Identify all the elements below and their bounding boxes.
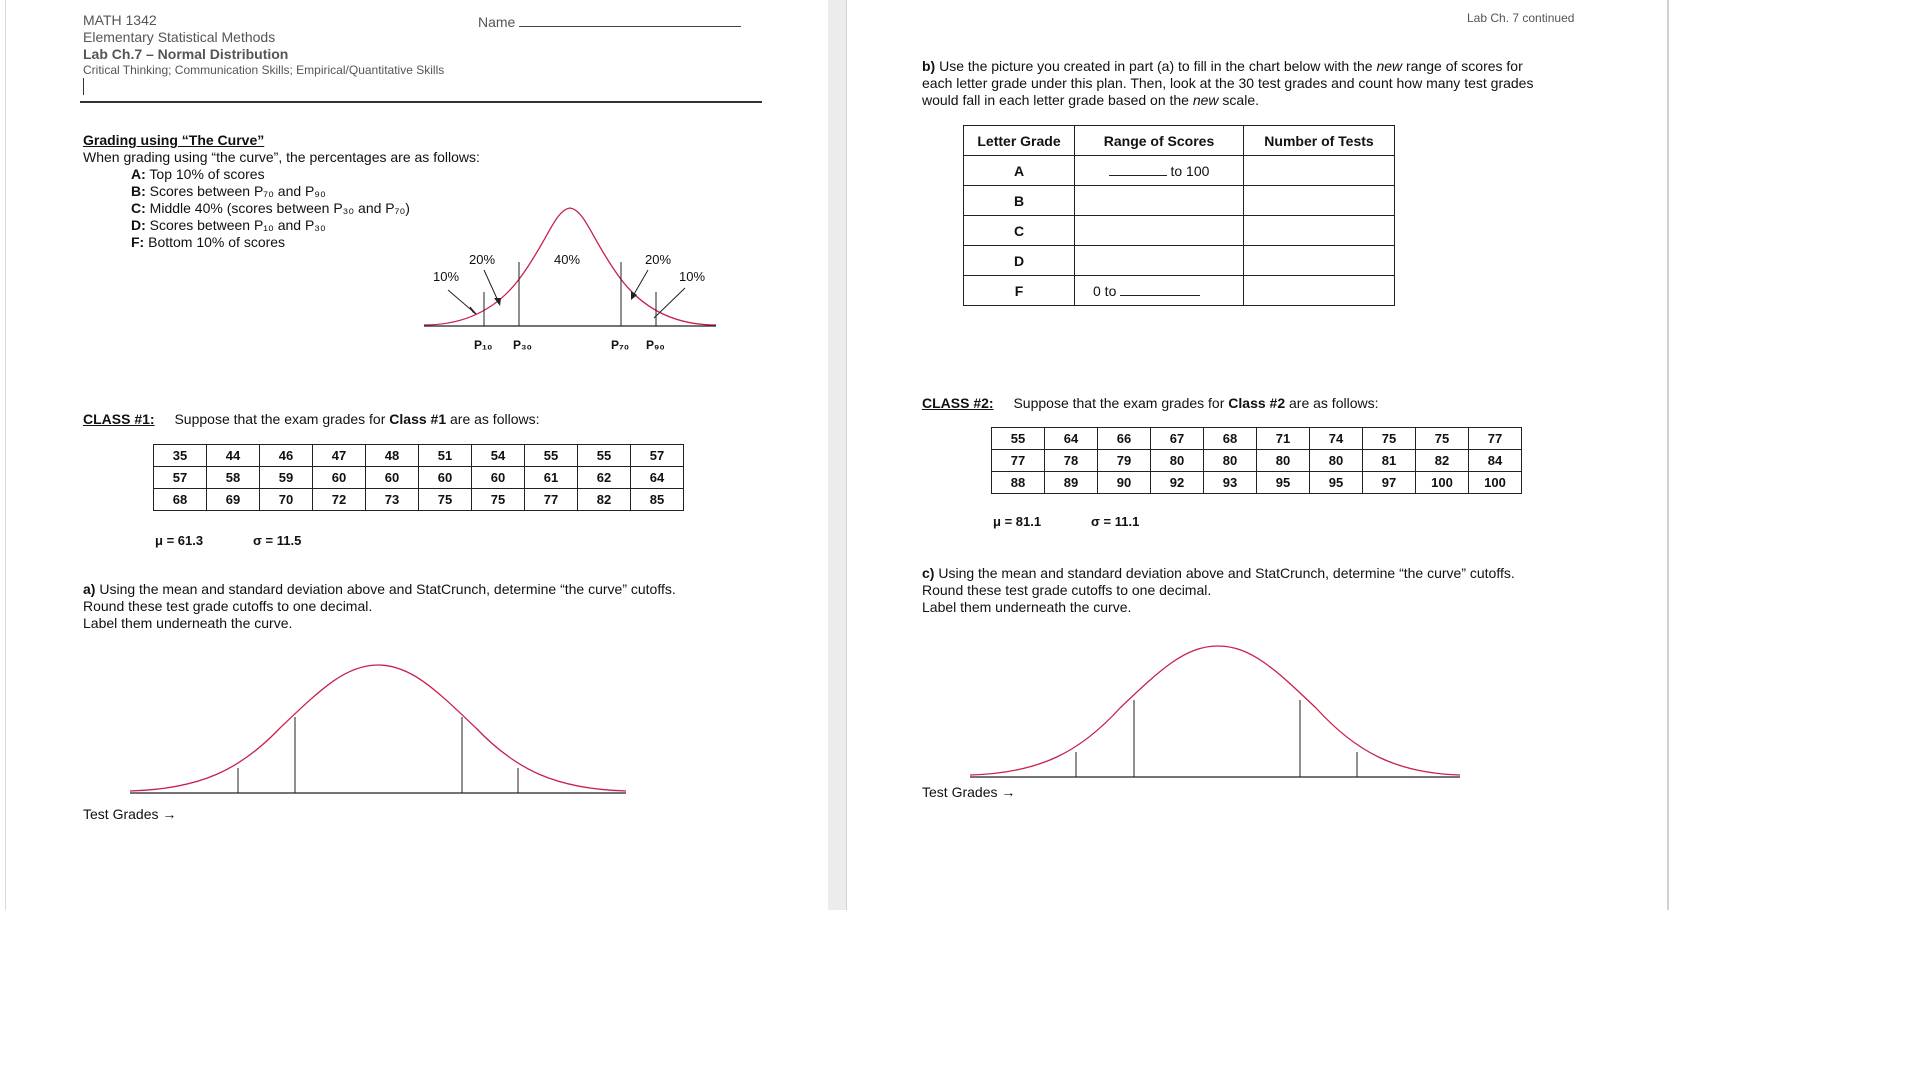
grade-cell: 55 xyxy=(578,445,631,467)
class2-desc-bold: Class #2 xyxy=(1228,395,1286,411)
grade-cell: 77 xyxy=(525,489,578,511)
class1-sd: σ = 11.5 xyxy=(253,533,302,548)
class1-desc-prefix: Suppose that the exam grades for xyxy=(174,411,390,427)
part-c-line2: Round these test grade cutoffs to one decimal. xyxy=(922,582,1212,598)
grade-cell: 78 xyxy=(1045,450,1098,472)
grades-row xyxy=(154,467,684,489)
grade-cell: 58 xyxy=(207,467,260,489)
grade-cell: 62 xyxy=(578,467,631,489)
grade-cell: 95 xyxy=(1310,472,1363,494)
grade-cell: 75 xyxy=(419,489,472,511)
grades-row xyxy=(992,450,1522,472)
name-field[interactable] xyxy=(478,12,741,31)
letter-table-header xyxy=(964,126,1395,156)
grades-row xyxy=(154,489,684,511)
part-b-label: b) xyxy=(922,58,936,74)
grade-cell: 84 xyxy=(1469,450,1522,472)
grade-cell: 95 xyxy=(1257,472,1310,494)
grading-item-d xyxy=(131,217,326,234)
range-f-blank[interactable] xyxy=(1120,283,1200,296)
grade-cell: 66 xyxy=(1098,428,1151,450)
letter-cell: B xyxy=(964,186,1075,216)
header-continued: Lab Ch. 7 continued xyxy=(1467,11,1575,25)
range-a-blank[interactable] xyxy=(1109,163,1167,176)
label-p30: P₃₀ xyxy=(513,338,532,352)
range-a-cell[interactable] xyxy=(1075,156,1244,186)
grade-cell: 93 xyxy=(1204,472,1257,494)
part-a-label: a) xyxy=(83,581,96,597)
part-c-label: c) xyxy=(922,565,935,581)
class2-desc-suffix: are as follows: xyxy=(1285,395,1379,411)
grade-cell: 46 xyxy=(260,445,313,467)
part-b-em3: new xyxy=(1192,92,1219,108)
class1-test-grades-label: Test Grades → xyxy=(83,806,177,822)
arrowhead-20-right xyxy=(631,291,637,300)
lab-title: Lab Ch.7 – Normal Distribution xyxy=(83,46,289,62)
grade-cell: 54 xyxy=(472,445,525,467)
grade-cell: 80 xyxy=(1257,450,1310,472)
grade-cell: 75 xyxy=(472,489,525,511)
grade-cell: 35 xyxy=(154,445,207,467)
grade-cell: 89 xyxy=(1045,472,1098,494)
pct-20-left: 20% xyxy=(469,252,496,267)
skills-line: Critical Thinking; Communication Skills; Empirical/Quantitative Skills xyxy=(83,63,445,77)
header-letter-grade: Letter Grade xyxy=(964,126,1075,156)
page-right-border xyxy=(1667,0,1669,910)
grade-cell: 88 xyxy=(992,472,1045,494)
grade-cell: 55 xyxy=(992,428,1045,450)
label-p70: P₇₀ xyxy=(611,338,630,352)
grade-cell: 77 xyxy=(1469,428,1522,450)
text-cursor xyxy=(83,78,84,95)
header-number: Number of Tests xyxy=(1244,126,1395,156)
letter-row-d xyxy=(964,246,1395,276)
grade-cell: 79 xyxy=(1098,450,1151,472)
part-a-line1 xyxy=(83,581,676,598)
grades-row xyxy=(154,445,684,467)
part-a-line3: Label them underneath the curve. xyxy=(83,615,293,631)
label-p10: P₁₀ xyxy=(474,338,493,352)
grade-cell: 48 xyxy=(366,445,419,467)
letter-grade-table xyxy=(963,125,1395,306)
course-title: Elementary Statistical Methods xyxy=(83,29,276,45)
count-d-cell[interactable] xyxy=(1244,246,1395,276)
part-b-line2: each letter grade under this plan. Then, look at the 30 test grades and count how many test grades xyxy=(922,75,1534,91)
arrowhead-10-left xyxy=(470,307,476,314)
page-right-edge xyxy=(846,0,847,910)
grade-cell: 73 xyxy=(366,489,419,511)
header-range: Range of Scores xyxy=(1075,126,1244,156)
grade-cell: 80 xyxy=(1151,450,1204,472)
letter-cell: D xyxy=(964,246,1075,276)
grade-desc: Bottom 10% of scores xyxy=(148,234,286,250)
grade-cell: 81 xyxy=(1363,450,1416,472)
grade-cell: 75 xyxy=(1363,428,1416,450)
grade-cell: 60 xyxy=(419,467,472,489)
range-b-cell[interactable] xyxy=(1075,186,1244,216)
name-label: Name xyxy=(478,14,516,30)
grade-desc: Scores between P₁₀ and P₃₀ xyxy=(149,217,326,233)
page-left-edge xyxy=(5,0,6,910)
class1-mean: μ = 61.3 xyxy=(155,533,204,548)
grade-desc: Scores between P₇₀ and P₉₀ xyxy=(149,183,326,199)
class2-desc-prefix: Suppose that the exam grades for xyxy=(1013,395,1229,411)
part-a-line2: Round these test grade cutoffs to one decimal. xyxy=(83,598,373,614)
range-c-cell[interactable] xyxy=(1075,216,1244,246)
arrow-10-right xyxy=(654,288,685,318)
part-c-line3: Label them underneath the curve. xyxy=(922,599,1132,615)
grading-item-f xyxy=(131,234,285,251)
grading-item-a xyxy=(131,166,265,183)
pct-40: 40% xyxy=(554,252,581,267)
grade-desc: Middle 40% (scores between P₃₀ and P₇₀) xyxy=(149,200,410,216)
grade-cell: 75 xyxy=(1416,428,1469,450)
grading-item-c xyxy=(131,200,410,217)
grade-cell: 57 xyxy=(631,445,684,467)
part-b-text1a: Use the picture you created in part (a) to fill in the chart below with the xyxy=(935,58,1377,74)
grading-intro: When grading using “the curve”, the percentages are as follows: xyxy=(83,149,480,165)
grade-cell: 44 xyxy=(207,445,260,467)
grade-cell: 100 xyxy=(1469,472,1522,494)
letter-row-f xyxy=(964,276,1395,306)
grade-cell: 55 xyxy=(525,445,578,467)
grade-cell: 51 xyxy=(419,445,472,467)
grade-letter: D: xyxy=(131,217,146,233)
part-b-text1b: range of scores for xyxy=(1402,58,1523,74)
part-b-text3b: scale. xyxy=(1218,92,1260,108)
grade-cell: 68 xyxy=(154,489,207,511)
label-p90: P₉₀ xyxy=(646,338,665,352)
letter-cell: F xyxy=(964,276,1075,306)
class1-bell-curve xyxy=(130,665,626,791)
count-f-cell[interactable] xyxy=(1244,276,1395,306)
class2-bell-curve xyxy=(970,646,1460,775)
class2-grades-table xyxy=(991,427,1522,494)
grade-cell: 60 xyxy=(313,467,366,489)
grade-cell: 60 xyxy=(472,467,525,489)
part-c-line1 xyxy=(922,565,1515,582)
grade-letter: C: xyxy=(131,200,146,216)
class2-heading xyxy=(922,395,1378,412)
class2-mean: μ = 81.1 xyxy=(993,514,1042,529)
grade-cell: 90 xyxy=(1098,472,1151,494)
arrow-20-right xyxy=(633,270,648,296)
grades-row xyxy=(992,472,1522,494)
class1-label: CLASS #1: xyxy=(83,411,155,427)
pct-10-right: 10% xyxy=(679,269,706,284)
grade-cell: 64 xyxy=(631,467,684,489)
part-b-line3 xyxy=(922,92,1259,109)
letter-cell: C xyxy=(964,216,1075,246)
letter-row-b xyxy=(964,186,1395,216)
name-line xyxy=(519,12,741,27)
class2-curve xyxy=(0,0,1,1)
grade-cell: 67 xyxy=(1151,428,1204,450)
grade-desc: Top 10% of scores xyxy=(149,166,265,182)
range-a-suffix: to 100 xyxy=(1166,162,1210,179)
letter-row-a xyxy=(964,156,1395,186)
grade-letter: B: xyxy=(131,183,146,199)
grade-cell: 80 xyxy=(1310,450,1363,472)
grades-row xyxy=(992,428,1522,450)
pct-10-left: 10% xyxy=(433,269,460,284)
grade-cell: 85 xyxy=(631,489,684,511)
grading-item-b xyxy=(131,183,326,200)
grade-cell: 72 xyxy=(313,489,366,511)
grade-cell: 57 xyxy=(154,467,207,489)
part-c-text1: Using the mean and standard deviation above and StatCrunch, determine “the curve” cutoffs. xyxy=(934,565,1515,581)
range-d-cell[interactable] xyxy=(1075,246,1244,276)
class2-test-grades-label: Test Grades → xyxy=(922,784,1016,800)
grade-cell: 59 xyxy=(260,467,313,489)
count-b-cell[interactable] xyxy=(1244,186,1395,216)
class2-sd: σ = 11.1 xyxy=(1091,514,1140,529)
grade-cell: 68 xyxy=(1204,428,1257,450)
grade-cell: 69 xyxy=(207,489,260,511)
part-b-line1 xyxy=(922,58,1523,75)
course-code: MATH 1342 xyxy=(83,12,157,28)
grade-cell: 61 xyxy=(525,467,578,489)
count-a-cell[interactable] xyxy=(1244,156,1395,186)
count-c-cell[interactable] xyxy=(1244,216,1395,246)
grade-cell: 82 xyxy=(578,489,631,511)
part-b-text3a: would fall in each letter grade based on the xyxy=(922,92,1193,108)
part-b-em1: new xyxy=(1376,58,1403,74)
grade-cell: 100 xyxy=(1416,472,1469,494)
letter-row-c xyxy=(964,216,1395,246)
grade-letter: F: xyxy=(131,234,145,250)
arrowhead-20-left xyxy=(494,298,501,306)
range-f-prefix: 0 to xyxy=(1093,282,1121,299)
grade-cell: 74 xyxy=(1310,428,1363,450)
class1-desc-suffix: are as follows: xyxy=(446,411,540,427)
header-rule xyxy=(80,101,762,103)
grade-cell: 77 xyxy=(992,450,1045,472)
class1-desc-bold: Class #1 xyxy=(389,411,447,427)
pct-20-right: 20% xyxy=(645,252,672,267)
grade-cell: 80 xyxy=(1204,450,1257,472)
grade-letter: A: xyxy=(131,166,146,182)
grade-cell: 71 xyxy=(1257,428,1310,450)
range-f-cell[interactable] xyxy=(1075,276,1244,306)
page-gutter xyxy=(828,0,846,910)
grade-cell: 97 xyxy=(1363,472,1416,494)
grading-title: Grading using “The Curve” xyxy=(83,132,265,148)
grade-cell: 70 xyxy=(260,489,313,511)
letter-cell: A xyxy=(964,156,1075,186)
grade-cell: 92 xyxy=(1151,472,1204,494)
grade-cell: 64 xyxy=(1045,428,1098,450)
grade-cell: 82 xyxy=(1416,450,1469,472)
part-a-text1: Using the mean and standard deviation above and StatCrunch, determine “the curve” cutoffs. xyxy=(95,581,676,597)
grade-cell: 47 xyxy=(313,445,366,467)
grade-cell: 60 xyxy=(366,467,419,489)
class1-heading xyxy=(83,411,539,428)
class2-label: CLASS #2: xyxy=(922,395,994,411)
class1-grades-table xyxy=(153,444,684,511)
